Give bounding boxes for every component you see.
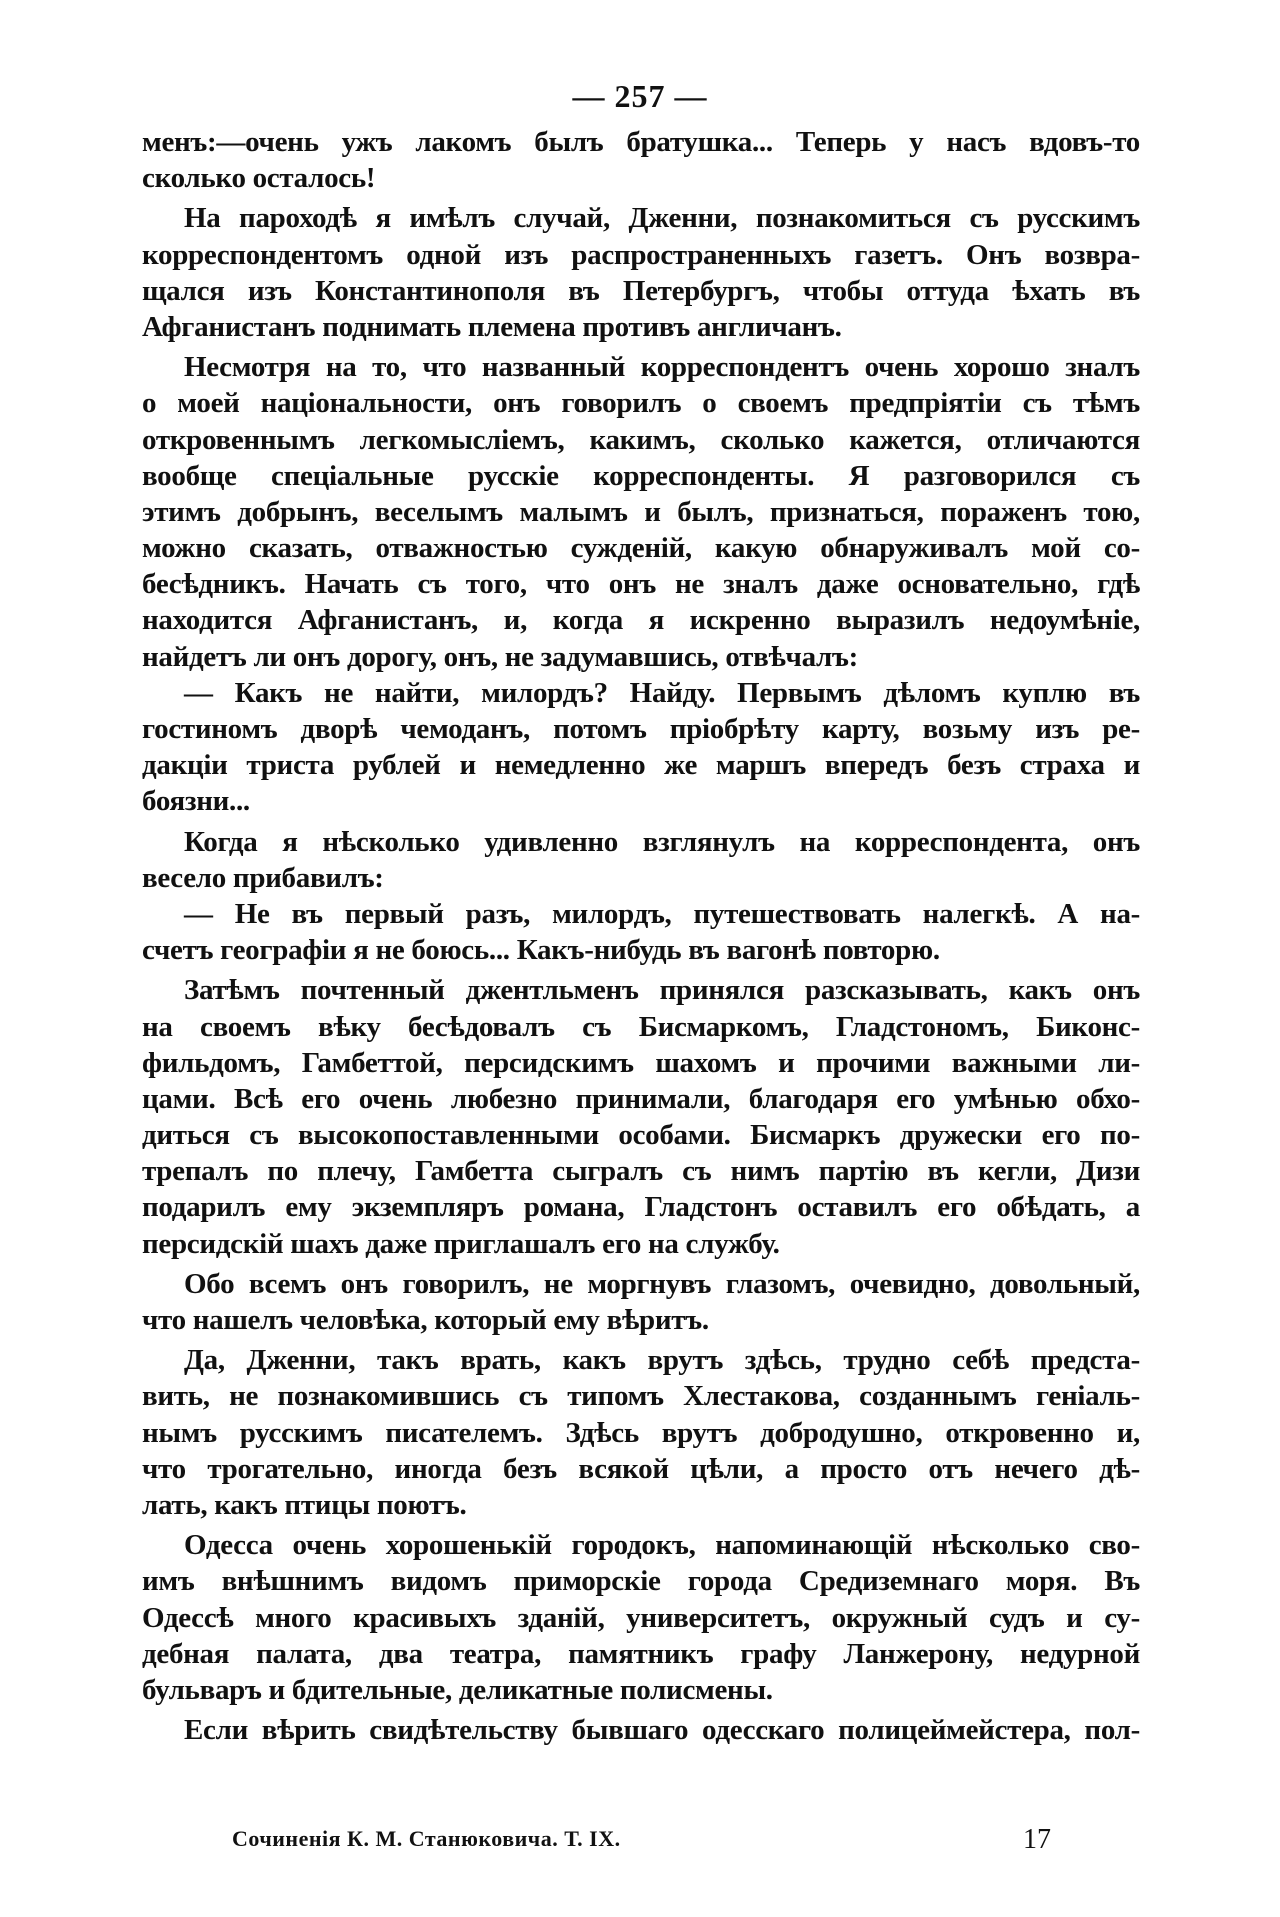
text-line: фильдомъ, Гамбеттой, персидскимъ шахомъ и прочими важными ли- bbox=[142, 1046, 1140, 1079]
text-line: Обо всемъ онъ говорилъ, не моргнувъ глазомъ, очевидно, довольный, bbox=[184, 1267, 1140, 1300]
footer-signature: Сочиненія К. М. Станюковича. Т. IX. bbox=[232, 1826, 621, 1851]
text-line: что нашелъ человѣка, который ему вѣритъ. bbox=[142, 1304, 709, 1336]
page-number-header: — 257 — bbox=[572, 78, 708, 114]
text-line: Если вѣрить свидѣтельству бывшаго одесскаго полицеймейстера, пол- bbox=[184, 1714, 1140, 1747]
text-line: гостиномъ дворѣ чемоданъ, потомъ пріобрѣту карту, возьму изъ ре- bbox=[142, 713, 1140, 745]
text-line: трепалъ по плечу, Гамбетта сыгралъ съ нимъ партію въ кегли, Дизи bbox=[142, 1155, 1140, 1188]
text-line: можно сказать, отважностью сужденій, какую обнаруживалъ мой со- bbox=[142, 532, 1140, 565]
text-line: подарилъ ему экземпляръ романа, Гладстонъ оставилъ его обѣдать, а bbox=[142, 1191, 1140, 1224]
text-line: Затѣмъ почтенный джентльменъ принялся разсказывать, какъ онъ bbox=[184, 974, 1140, 1007]
text-line: Когда я нѣсколько удивленно взглянулъ на корреспондента, онъ bbox=[184, 825, 1140, 858]
text-line: вить, не познакомившись съ типомъ Хлестакова, созданнымъ геніаль- bbox=[142, 1380, 1140, 1413]
text-line: откровеннымъ легкомысліемъ, какимъ, сколько кажется, отличаются bbox=[142, 423, 1140, 456]
text-line: — Какъ не найти, милордъ? Найду. Первымъ дѣломъ куплю въ bbox=[184, 676, 1140, 709]
text-line: вообще спеціальные русскіе корреспонденты. Я разговорился съ bbox=[142, 459, 1140, 492]
text-line: о моей національности, онъ говорилъ о своемъ предпріятіи съ тѣмъ bbox=[142, 387, 1140, 420]
footer-sheet-number: 17 bbox=[1023, 1824, 1051, 1855]
text-line: — Не въ первый разъ, милордъ, путешествовать налегкѣ. А на- bbox=[184, 897, 1140, 930]
text-line: счетъ географіи я не боюсь... Какъ-нибудь въ вагонѣ повторю. bbox=[142, 934, 940, 967]
text-line: найдетъ ли онъ дорогу, онъ, не задумавшись, отвѣчалъ: bbox=[142, 640, 858, 673]
text-line: цами. Всѣ его очень любезно принимали, благодаря его умѣнью обхо- bbox=[142, 1082, 1140, 1115]
text-line: на своемъ вѣку бесѣдовалъ съ Бисмаркомъ, Гладстономъ, Биконс- bbox=[142, 1010, 1140, 1043]
text-line: щался изъ Константинополя въ Петербургъ, чтобы оттуда ѣхать въ bbox=[142, 274, 1140, 307]
text-line: менъ:—очень ужъ лакомъ былъ братушка... Теперь у насъ вдовъ-то bbox=[142, 126, 1140, 158]
text-line: Афганистанъ поднимать племена противъ англичанъ. bbox=[142, 310, 842, 343]
text-line: персидскій шахъ даже приглашалъ его на службу. bbox=[142, 1227, 780, 1260]
text-line: Одессѣ много красивыхъ зданій, университетъ, окружный судъ и су- bbox=[142, 1601, 1140, 1634]
text-line: Несмотря на то, что названный корреспондентъ очень хорошо зналъ bbox=[184, 351, 1140, 384]
text-line: весело прибавилъ: bbox=[142, 861, 384, 894]
text-line: Одесса очень хорошенькій городокъ, напоминающій нѣсколько сво- bbox=[184, 1529, 1140, 1562]
text-line: Да, Дженни, такъ врать, какъ врутъ здѣсь, трудно себѣ предста- bbox=[184, 1344, 1140, 1377]
text-line: нымъ русскимъ писателемъ. Здѣсь врутъ добродушно, откровенно и, bbox=[142, 1416, 1140, 1449]
text-line: этимъ добрынъ, веселымъ малымъ и былъ, признаться, пораженъ тою, bbox=[142, 495, 1140, 528]
body-text bbox=[142, 124, 1140, 1748]
text-line: дакціи триста рублей и немедленно же маршъ впередъ безъ страха и bbox=[142, 749, 1140, 782]
text-line: что трогательно, иногда безъ всякой цѣли, а просто отъ нечего дѣ- bbox=[142, 1452, 1140, 1485]
text-line: сколько осталось! bbox=[142, 162, 376, 195]
text-line: бульваръ и бдительные, деликатные полисмены. bbox=[142, 1673, 773, 1706]
text-line: диться съ высокопоставленными особами. Бисмаркъ дружески его по- bbox=[142, 1119, 1140, 1152]
text-line: корреспондентомъ одной изъ распространенныхъ газетъ. Онъ возвра- bbox=[142, 238, 1140, 271]
text-line: дебная палата, два театра, памятникъ графу Ланжерону, недурной bbox=[142, 1637, 1140, 1670]
text-line: имъ внѣшнимъ видомъ приморскіе города Средиземнаго моря. Въ bbox=[142, 1565, 1140, 1598]
text-line: находится Афганистанъ, и, когда я искренно выразилъ недоумѣніе, bbox=[142, 604, 1140, 637]
text-line: На пароходѣ я имѣлъ случай, Дженни, познакомиться съ русскимъ bbox=[184, 202, 1140, 235]
text-line: боязни... bbox=[142, 785, 250, 818]
page-footer bbox=[0, 1826, 1280, 1866]
text-line: лать, какъ птицы поютъ. bbox=[142, 1488, 467, 1521]
text-line: бесѣдникъ. Начать съ того, что онъ не зналъ даже основательно, гдѣ bbox=[142, 568, 1140, 601]
